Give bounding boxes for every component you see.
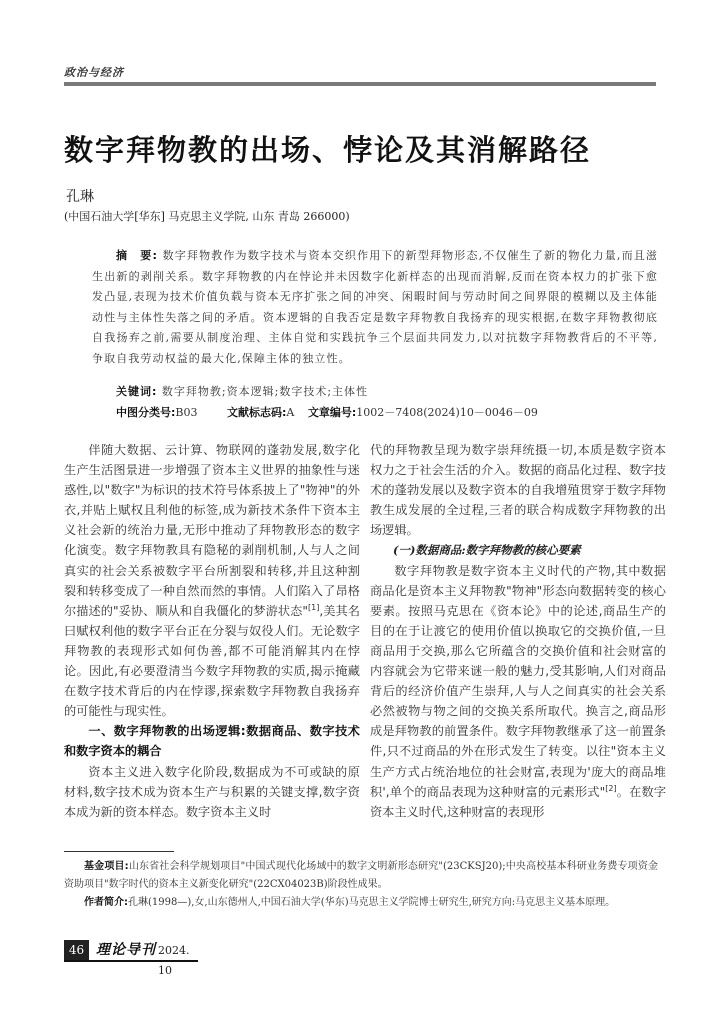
page-number: 46	[64, 940, 89, 960]
abstract-text: 数字拜物教作为数字技术与资本交织作用下的新型拜物形态,不仅催生了新的物化力量,而且滋生出新的剥削关系。数字拜物教的内在悖论并未因数字化新样态的出现而消解,反而在资本权力的扩张下愈发凸显,表现为技术价值负载与资本无序扩张之间的冲突、闲暇时间与劳动时间之间界限的模糊以及主体能动性与主体性失落之间的矛盾。资本逻辑的自我否定是数字拜物教自我扬弃的现实根据,在数字拜物教彻底自我扬弃之前,需要从制度治理、主体自觉和实践抗争三个层面共同发力,以对抗数字拜物教背后的不平等,争取自我劳动权益的最大化,保障主体的独立性。	[92, 249, 658, 365]
keywords	[116, 383, 368, 399]
clc-label: 中图分类号:	[116, 406, 176, 419]
doc-code-value: A	[286, 406, 295, 419]
article-title: 数字拜物教的出场、悖论及其消解路径	[64, 133, 592, 167]
author-name: 孔琳	[66, 189, 94, 205]
citation-ref[interactable]: [2]	[605, 783, 617, 793]
page-footer	[64, 940, 198, 977]
paragraph-text: 。在数字资本主义时代,这种财富的表现形	[370, 784, 667, 819]
abstract	[92, 246, 658, 369]
body-column-right	[370, 440, 666, 822]
body-column-left	[64, 440, 360, 822]
paragraph-text: ,美其名曰赋权利他的数字平台正在分裂与奴役人们。无论数字拜物教的表现形式如何伪善,都不可能消解其内在悖论。因此,有必要澄清当今数字拜物教的实质,揭示掩藏在数字技术背后的内在悖谬,探索数字拜物教自我扬弃的可能性与现实性。	[64, 603, 360, 719]
paragraph	[370, 561, 666, 822]
doc-code-label: 文献标志码:	[227, 406, 287, 419]
journal-issue: 2024. 10	[158, 944, 190, 977]
journal-name: 理论导刊	[96, 942, 156, 958]
paragraph: 资本主义进入数字化阶段,数据成为不可或缺的原材料,数字技术成为资本生产与积累的关键支撑,数字资本成为新的资本样态。数字资本主义时	[64, 764, 360, 819]
bio-text: 孔琳(1998—),女,山东德州人,中国石油大学(华东)马克思主义学院博士研究生,研究方向:马克思主义基本原理。	[128, 897, 616, 908]
author-bio-note	[64, 894, 658, 912]
paragraph: 代的拜物教呈现为数字崇拜统摄一切,本质是数字资本权力之于社会生活的介入。数据的商品化过程、数字技术的蓬勃发展以及数字资本的自我增殖贯穿于数字拜物教生成发展的全过程,三者的联合构成数字拜物教的出场逻辑。	[370, 443, 666, 538]
fund-note	[64, 858, 658, 894]
paragraph-text: 伴随大数据、云计算、物联网的蓬勃发展,数字化生产生活图景进一步增强了资本主义世界的抽象性与迷惑性,以"数字"为标识的技术符号体系披上了"物神"的外衣,并贴上赋权且利他的标签,成为新技术条件下资本主义社会新的统治力量,无形中推动了拜物教形态的数字化演变。数字拜物教具有隐秘的剥削机制,人与人之间真实的社会关系被数字平台所割裂和转移,并且这种割裂和转移变成了一种自然而然的事情。人们陷入了昂格尔描述的"妥协、顺从和自我僵化的梦游状态"	[64, 443, 360, 618]
subsection-heading-1: (一)数据商品:数字拜物教的核心要素	[393, 543, 581, 558]
fund-text: 山东省社会科学规划项目"中国式现代化场域中的数字文明新形态研究"(23CKSJ20);中央高校基本科研业务费专项资金资助项目"数字时代的资本主义新变化研究"(22CX04023B)阶段性成果。	[64, 861, 659, 890]
author-affiliation: (中国石油大学[华东] 马克思主义学院, 山东 青岛 266000)	[64, 210, 350, 223]
section-label: 政治与经济	[64, 66, 124, 79]
article-number-label: 文章编号:	[307, 406, 357, 419]
abstract-label: 摘 要:	[116, 249, 158, 262]
header-rule	[64, 82, 656, 86]
paragraph-text: 数字拜物教是数字资本主义时代的产物,其中数据商品化是资本主义拜物教"物神"形态向数据转变的核心要素。按照马克思在《资本论》中的论述,商品生产的目的在于让渡它的使用价值以换取它的交换价值,一旦商品用于交换,那么它所蕴含的交换价值和社会财富的内容就会为它带来谜一般的魅力,受其影响,人们对商品背后的经济价值产生崇拜,人与人之间真实的社会关系必然被物与物之间的交换关系所取代。换言之,商品形成是拜物教的前置条件。数字拜物教继承了这一前置条件,只不过商品的外在形式发生了转变。以往"资本主义生产方式占统治地位的社会财富,表现为'庞大的商品堆积',单个的商品表现为这种财富的元素形式"	[370, 563, 666, 799]
footnote-rule	[64, 851, 174, 852]
section-heading-1: 一、数字拜物教的出场逻辑:数据商品、数字技术和数字资本的耦合	[64, 724, 360, 759]
footnotes	[64, 858, 658, 912]
citation-ref[interactable]: [1]	[308, 602, 320, 612]
paragraph	[64, 440, 360, 721]
bio-label: 作者简介:	[84, 897, 128, 908]
classification-line	[116, 404, 538, 420]
keywords-text: 数字拜物教;资本逻辑;数字技术;主体性	[161, 385, 369, 398]
keywords-label: 关键词:	[116, 385, 158, 398]
fund-label: 基金项目:	[84, 861, 129, 872]
article-number-value: 1002－7408(2024)10－0046－09	[356, 406, 538, 419]
clc-value: B03	[175, 406, 198, 419]
